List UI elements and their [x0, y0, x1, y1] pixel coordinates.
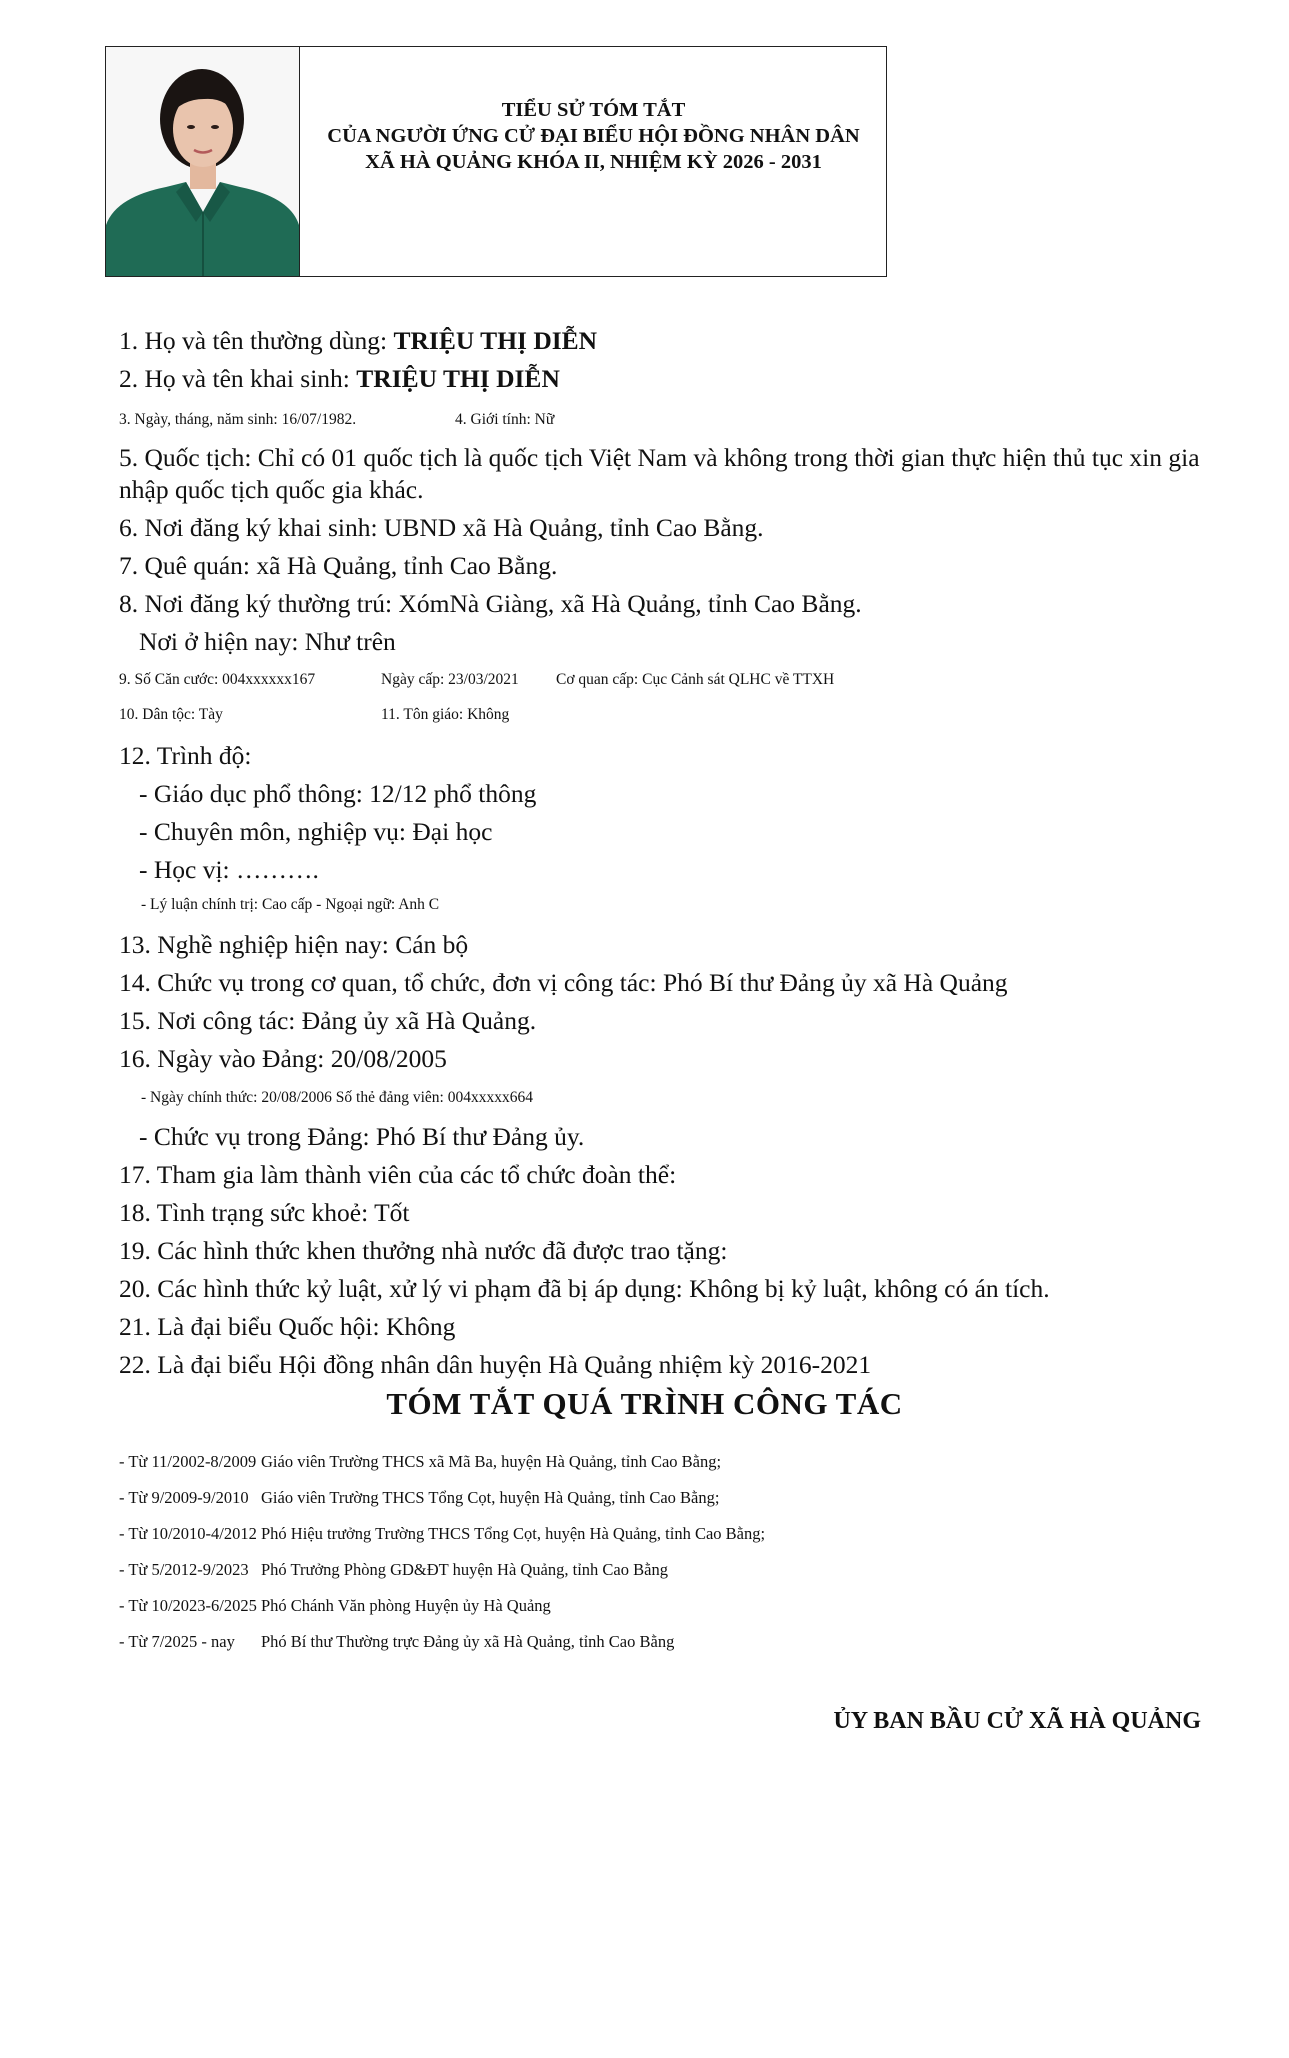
- work-period: - Từ 7/2025 - nay: [119, 1632, 235, 1651]
- item-14: 14. Chức vụ trong cơ quan, tổ chức, đơn vị công tác: Phó Bí thư Đảng ủy xã Hà Quảng: [119, 968, 1008, 997]
- item-8-residence: Nơi ở hiện nay: Như trên: [139, 627, 396, 656]
- item-9-agency: Cơ quan cấp: Cục Cảnh sát QLHC về TTXH: [556, 671, 835, 688]
- item-6: 6. Nơi đăng ký khai sinh: UBND xã Hà Quảng, tỉnh Cao Bằng.: [119, 513, 764, 542]
- work-period: - Từ 9/2009-9/2010: [119, 1488, 249, 1507]
- item-22: 22. Là đại biểu Hội đồng nhân dân huyện Hà Quảng nhiệm kỳ 2016-2021: [119, 1350, 872, 1379]
- item-16-position: - Chức vụ trong Đảng: Phó Bí thư Đảng ủy.: [139, 1122, 585, 1151]
- title-line-2: CỦA NGƯỜI ỨNG CỬ ĐẠI BIỂU HỘI ĐỒNG NHÂN DÂN: [327, 125, 860, 147]
- work-description: Phó Hiệu trưởng Trường THCS Tổng Cọt, huyện Hà Quảng, tỉnh Cao Bằng;: [261, 1524, 766, 1543]
- work-description: Phó Chánh Văn phòng Huyện ủy Hà Quảng: [261, 1596, 551, 1615]
- item-7: 7. Quê quán: xã Hà Quảng, tỉnh Cao Bằng.: [119, 551, 558, 580]
- item-1-label: 1. Họ và tên thường dùng:: [119, 326, 394, 355]
- item-16: 16. Ngày vào Đảng: 20/08/2005: [119, 1044, 447, 1073]
- work-entry-3: [119, 1524, 765, 1544]
- item-4: 4. Giới tính: Nữ: [455, 411, 555, 428]
- work-description: Phó Trưởng Phòng GD&ĐT huyện Hà Quảng, tỉnh Cao Bằng: [261, 1560, 668, 1579]
- item-8: 8. Nơi đăng ký thường trú: XómNà Giàng, xã Hà Quảng, tỉnh Cao Bằng.: [119, 589, 862, 618]
- item-11: 11. Tôn giáo: Không: [381, 706, 510, 723]
- election-committee-signature: ỦY BAN BẦU CỬ XÃ HÀ QUẢNG: [833, 1708, 1201, 1734]
- item-2-label: 2. Họ và tên khai sinh:: [119, 364, 357, 393]
- work-entry-6: [119, 1632, 674, 1652]
- work-period: - Từ 10/2010-4/2012: [119, 1524, 257, 1543]
- work-description: Giáo viên Trường THCS Tổng Cọt, huyện Hà Quảng, tỉnh Cao Bằng;: [261, 1488, 720, 1507]
- item-15: 15. Nơi công tác: Đảng ủy xã Hà Quảng.: [119, 1006, 537, 1035]
- item-16-official: - Ngày chính thức: 20/08/2006 Số thẻ đảng viên: 004xxxxx664: [141, 1089, 533, 1106]
- document-title: [301, 97, 886, 175]
- work-entry-4: [119, 1560, 668, 1580]
- item-12-general: - Giáo dục phổ thông: 12/12 phổ thông: [139, 779, 537, 808]
- item-18: 18. Tình trạng sức khoẻ: Tốt: [119, 1198, 410, 1227]
- item-19: 19. Các hình thức khen thưởng nhà nước đã được trao tặng:: [119, 1236, 728, 1265]
- item-9-date: Ngày cấp: 23/03/2021: [381, 671, 519, 688]
- item-21: 21. Là đại biểu Quốc hội: Không: [119, 1312, 456, 1341]
- work-entry-5: [119, 1596, 551, 1616]
- work-description: Phó Bí thư Thường trực Đảng ủy xã Hà Quảng, tỉnh Cao Bằng: [261, 1632, 675, 1651]
- title-line-1: TIỂU SỬ TÓM TẮT: [501, 99, 686, 121]
- item-20: 20. Các hình thức kỷ luật, xử lý vi phạm đã bị áp dụng: Không bị kỷ luật, không có án tích.: [119, 1274, 1050, 1303]
- item-13: 13. Nghề nghiệp hiện nay: Cán bộ: [119, 930, 469, 959]
- portrait-icon: [106, 47, 299, 276]
- item-10: 10. Dân tộc: Tày: [119, 706, 223, 723]
- header-box: [105, 46, 887, 277]
- work-entry-2: [119, 1488, 719, 1508]
- work-period: - Từ 10/2023-6/2025: [119, 1596, 257, 1615]
- item-3: 3. Ngày, tháng, năm sinh: 16/07/1982.: [119, 411, 357, 428]
- work-entry-1: [119, 1452, 721, 1472]
- item-12-political: - Lý luận chính trị: Cao cấp - Ngoại ngữ: Anh C: [141, 896, 440, 913]
- work-description: Giáo viên Trường THCS xã Mã Ba, huyện Hà Quảng, tỉnh Cao Bằng;: [261, 1452, 722, 1471]
- item-9-id: 9. Số Căn cước: 004xxxxxx167: [119, 671, 316, 688]
- item-12-degree: - Học vị: ……….: [139, 855, 319, 884]
- item-5: 5. Quốc tịch: Chỉ có 01 quốc tịch là quốc tịch Việt Nam và không trong thời gian thực hiện thủ tục xin gia nhập quốc tịch quốc gia khác.: [119, 443, 1200, 504]
- title-line-3: XÃ HÀ QUẢNG KHÓA II, NHIỆM KỲ 2026 - 2031: [365, 151, 822, 173]
- work-period: - Từ 11/2002-8/2009: [119, 1452, 257, 1471]
- item-2-value: TRIỆU THỊ DIỄN: [356, 364, 560, 393]
- item-1-value: TRIỆU THỊ DIỄN: [393, 326, 598, 355]
- item-2: [119, 364, 560, 394]
- item-12: 12. Trình độ:: [119, 741, 252, 770]
- item-17: 17. Tham gia làm thành viên của các tổ chức đoàn thể:: [119, 1160, 677, 1189]
- work-period: - Từ 5/2012-9/2023: [119, 1560, 249, 1579]
- item-12-professional: - Chuyên môn, nghiệp vụ: Đại học: [139, 817, 493, 846]
- portrait-photo: [106, 47, 300, 276]
- item-1: [119, 326, 597, 356]
- work-history-title: TÓM TẮT QUÁ TRÌNH CÔNG TÁC: [386, 1386, 903, 1421]
